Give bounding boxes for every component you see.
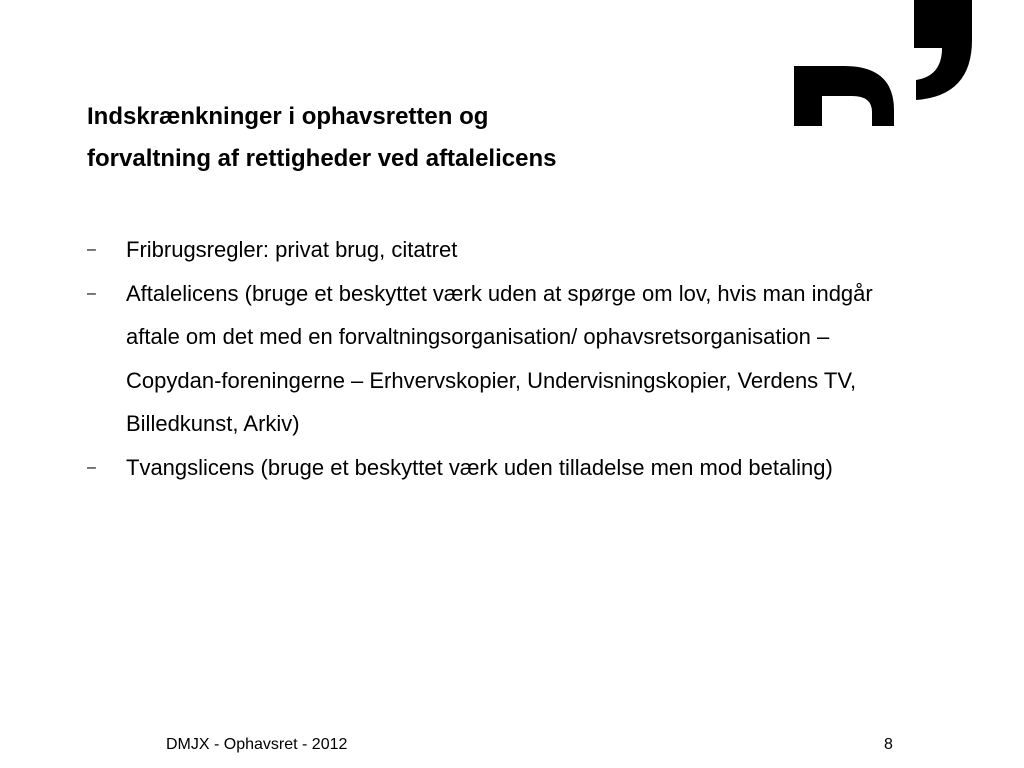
logo-d-shape [794,66,894,126]
bullet-dash-icon: – [87,284,96,302]
title-line-2: forvaltning af rettigheder ved aftalelicens [87,145,557,172]
bullet-item-fribrug [87,228,917,272]
bullet-list [87,228,917,489]
bullet-item-tvangslicens [87,446,917,490]
dmjx-logo-icon [790,0,980,130]
slide-title [87,96,787,180]
title-line-1: Indskrænkninger i ophavsretten og [87,103,489,130]
bullet-dash-icon: – [87,458,96,476]
logo-comma-shape [914,0,972,100]
bullet-text: Aftalelicens (bruge et beskyttet værk uden at spørge om lov, hvis man indgår aftale om det med en forvaltningsorganisation/ ophavsretsorganisation – Copydan-foreningerne – Erhvervskopier, Undervisningskopier, Verdens TV, Billedkunst, Arkiv) [126,280,873,436]
page-number: 8 [884,736,893,753]
bullet-text: Fribrugsregler: privat brug, citatret [126,237,458,262]
bullet-item-aftalelicens [87,272,917,446]
bullet-dash-icon: – [87,241,96,258]
bullet-text: Tvangslicens (bruge et beskyttet værk uden tilladelse men mod betaling) [126,454,833,480]
footer-text: DMJX - Ophavsret - 2012 [166,736,348,753]
